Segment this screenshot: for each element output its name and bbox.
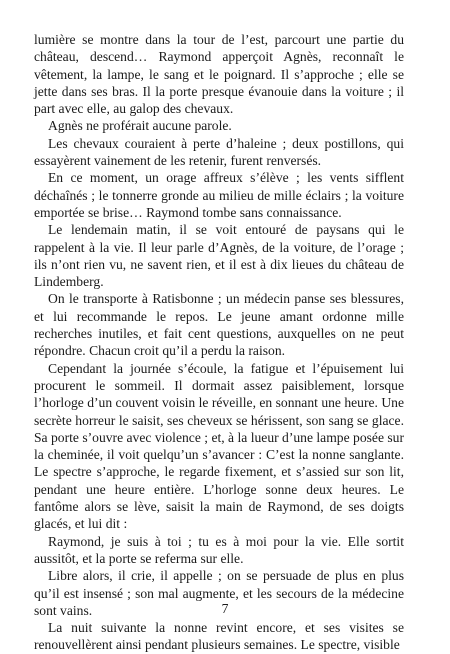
paragraph: La nuit suivante la nonne revint encore, et ses visites se renouvellèrent ainsi pendant plusieurs semaines. Le spectre, visible	[34, 620, 404, 653]
paragraph: Raymond, je suis à toi ; tu es à moi pour la vie. Elle sortit aussitôt, et la porte se referma sur elle.	[34, 533, 404, 566]
body-text	[34, 31, 404, 654]
paragraph-continued: lumière se montre dans la tour de l’est, parcourt une partie du château, descend… Raymond apperçoit Agnès, reconnaît le vêtement, la lampe, le sang et le poignard. Il s’approche ; elle se jette dans ses bras. Il la porte presque évanouie dans la voiture ; il part avec elle, au galop des chevaux.	[34, 32, 404, 117]
paragraph: En ce moment, un orage affreux s’élève ; les vents sifflent déchaînés ; le tonnerre gronde au milieu de mille éclairs ; la voiture emportée se brise… Raymond tombe sans connaissance.	[34, 170, 404, 220]
paragraph: Libre alors, il crie, il appelle ; on se persuade de plus en plus qu’il est insensé ; son mal augmente, et les secours de la médecine sont vains.	[34, 568, 404, 618]
paragraph: Les chevaux couraient à perte d’haleine ; deux postillons, qui essayèrent vainement de les retenir, furent renversés.	[34, 135, 404, 169]
paragraph: Le lendemain matin, il se voit entouré de paysans qui le rappelent à la vie. Il leur parle d’Agnès, de la voiture, de l’orage ; ils n’ont rien vu, ne savent rien, et il est à dix lieues du château de Lindemberg.	[34, 222, 404, 290]
paragraph: Cependant la journée s’écoule, la fatigue et l’épuisement lui procurent le sommeil. Il dormait assez paisiblement, lorsque l’horloge d’un couvent voisin le réveille, en sonnant une heure. Une secrète horreur le saisit, ses cheveux se hérissent, son sang se glace. Sa porte s’ouvre avec violence ; et, à la lueur d’une lampe posée sur la cheminée, il voit quelqu’un s’avancer : C’est la nonne sanglante. Le spectre s’approche, le regarde fixement, et s’assied sur son lit, pendant une heure entière. L’horloge sonne deux heures. Le fantôme alors se lève, saisit la main de Raymond, de ses doigts glacés, et lui dit :	[34, 360, 404, 532]
page-number: 7	[221, 601, 229, 616]
paragraph: On le transporte à Ratisbonne ; un médecin panse ses blessures, et lui recommande le repos. Le jeune amant ordonne mille recherches inutiles, et fait cent questions, auxquelles on ne peut répondre. Chacun croit qu’il a perdu la raison.	[34, 291, 404, 359]
paragraph: Agnès ne proférait aucune parole.	[48, 118, 232, 134]
